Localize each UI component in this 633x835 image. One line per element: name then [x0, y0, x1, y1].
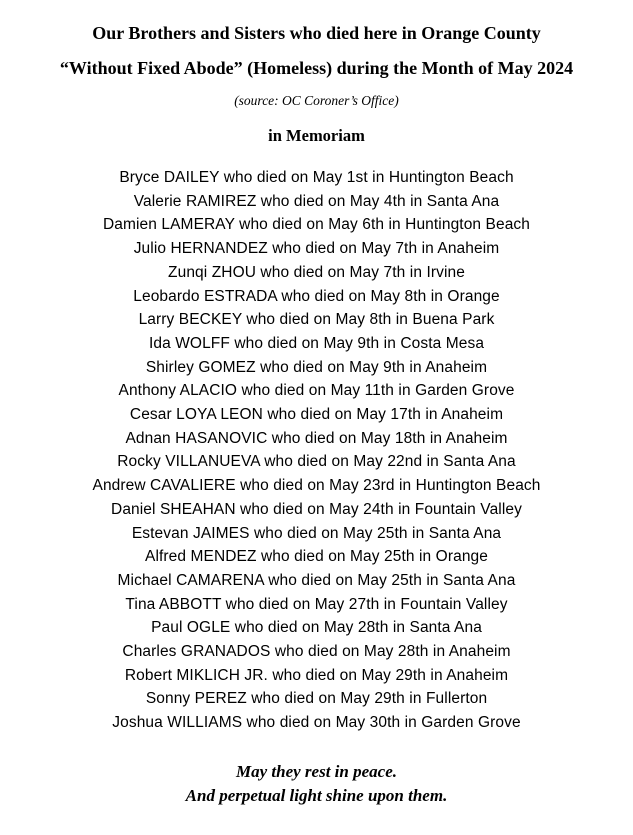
title-line-1: Our Brothers and Sisters who died here in Orange County: [92, 23, 541, 43]
memorial-entry: Zunqi ZHOU who died on May 7th in Irvine: [168, 263, 465, 281]
memorial-entry: Tina ABBOTT who died on May 27th in Fountain Valley: [125, 595, 508, 613]
memorial-entry: Alfred MENDEZ who died on May 25th in Orange: [145, 548, 488, 566]
memorial-entry: Cesar LOYA LEON who died on May 17th in Anaheim: [129, 406, 504, 424]
memorial-entry: Estevan JAIMES who died on May 25th in Santa Ana: [131, 524, 502, 542]
memorial-entry: Joshua WILLIAMS who died on May 30th in Garden Grove: [112, 714, 521, 732]
memorial-entry: Rocky VILLANUEVA who died on May 22nd in Santa Ana: [117, 453, 516, 471]
memorial-list: [0, 166, 633, 735]
memorial-entry: Shirley GOMEZ who died on May 9th in Anaheim: [145, 358, 488, 376]
memorial-entry: Sonny PEREZ who died on May 29th in Fullerton: [145, 690, 488, 708]
memorial-entry: Charles GRANADOS who died on May 28th in Anaheim: [122, 643, 511, 661]
memorial-entry: Ida WOLFF who died on May 9th in Costa Mesa: [148, 334, 485, 352]
memorial-entry: Michael CAMARENA who died on May 25th in Santa Ana: [117, 571, 516, 589]
source-line: (source: OC Coroner’s Office): [234, 93, 399, 108]
closing-line-2: And perpetual light shine upon them.: [185, 785, 448, 805]
memorial-entry: Adnan HASANOVIC who died on May 18th in Anaheim: [125, 429, 508, 447]
memorial-entry: Bryce DAILEY who died on May 1st in Huntington Beach: [119, 169, 514, 186]
memorial-entry: Anthony ALACIO who died on May 11th in Garden Grove: [118, 382, 515, 400]
title-line-2: “Without Fixed Abode” (Homeless) during the Month of May 2024: [59, 58, 574, 78]
memorial-entry: Damien LAMERAY who died on May 6th in Huntington Beach: [102, 216, 530, 234]
memorial-entry: Robert MIKLICH JR. who died on May 29th in Anaheim: [124, 666, 509, 684]
closing-block: [0, 760, 633, 808]
memorial-entry: Valerie RAMIREZ who died on May 4th in Santa Ana: [133, 192, 500, 210]
memorial-entry: Paul OGLE who died on May 28th in Santa Ana: [151, 619, 482, 637]
memorial-entry: Leobardo ESTRADA who died on May 8th in Orange: [133, 287, 500, 305]
closing-line-1: May they rest in peace.: [236, 761, 397, 781]
memorial-entry: Larry BECKEY who died on May 8th in Buena Park: [138, 311, 495, 329]
memorial-entry: Julio HERNANDEZ who died on May 7th in Anaheim: [133, 240, 500, 258]
memorial-entry: Daniel SHEAHAN who died on May 24th in Fountain Valley: [111, 500, 522, 518]
memoriam-heading: in Memoriam: [268, 126, 365, 145]
memorial-entry: Andrew CAVALIERE who died on May 23rd in Huntington Beach: [92, 477, 541, 495]
